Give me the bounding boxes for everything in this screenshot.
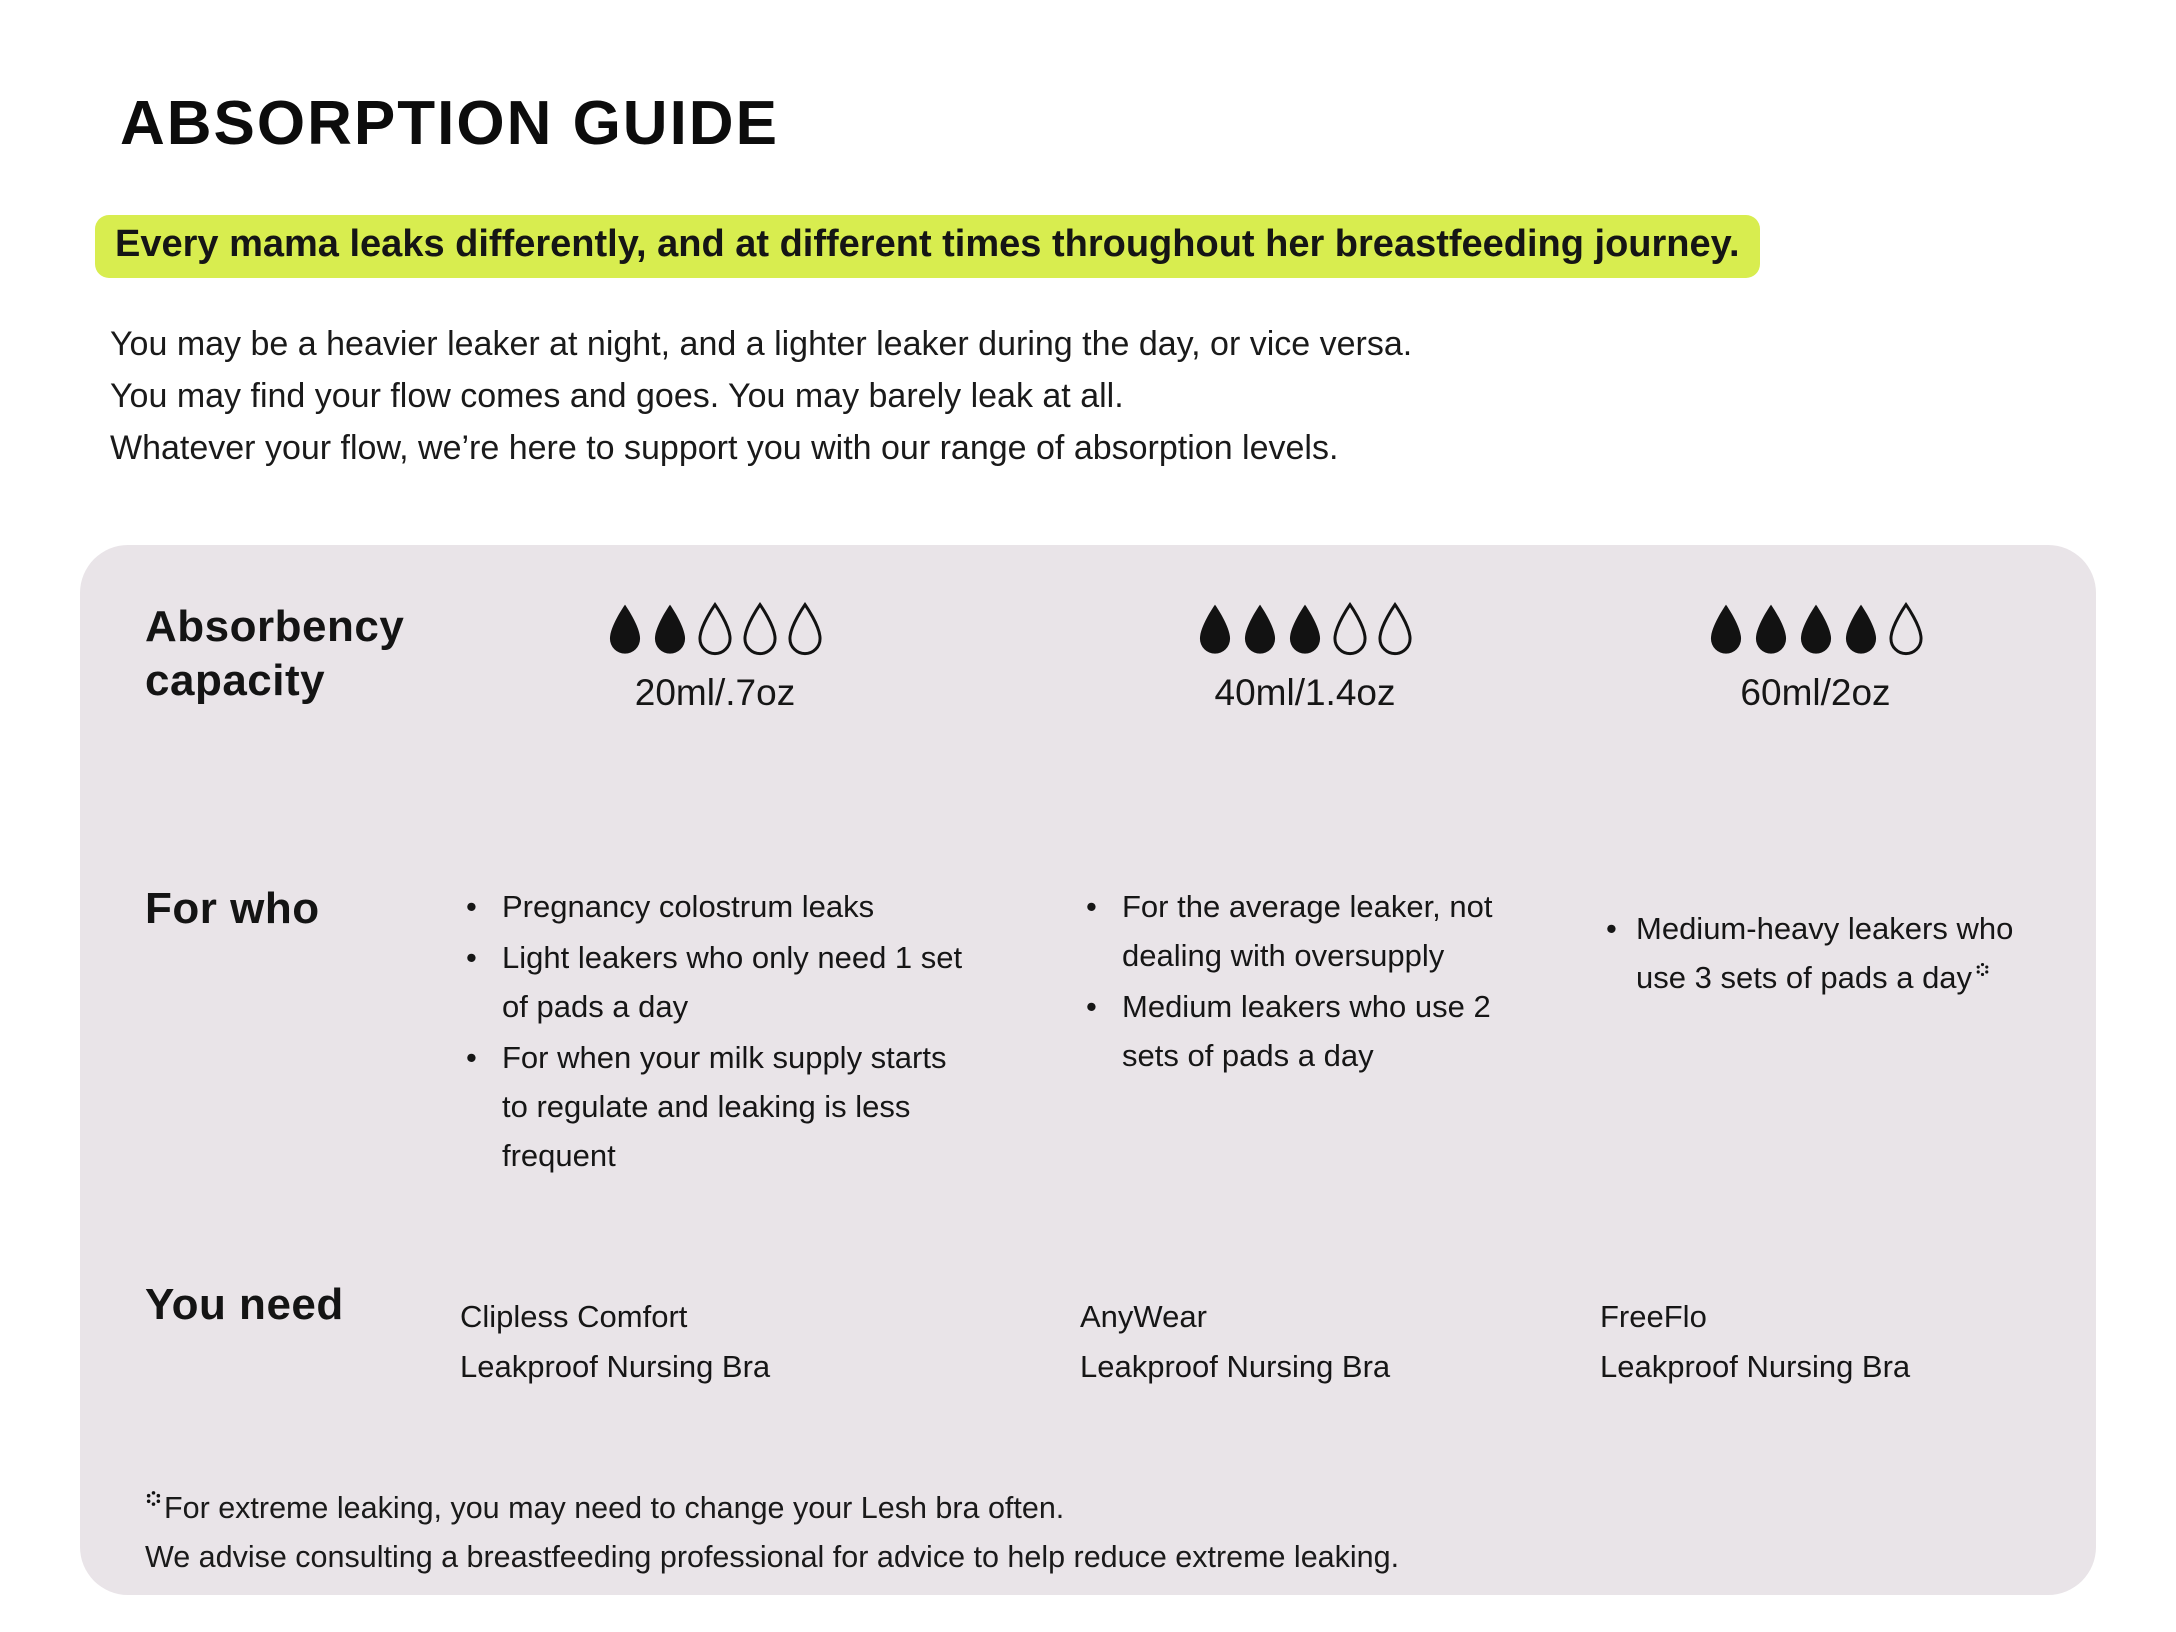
capacity-value: 40ml/1.4oz — [1214, 672, 1396, 713]
for-who-cell-level2 — [1025, 882, 1530, 1082]
footnote — [145, 1484, 2031, 1582]
droplet-filled-icon — [1705, 602, 1747, 658]
droplet-outline-icon — [1885, 602, 1927, 658]
capacity-value: 20ml/.7oz — [634, 672, 796, 713]
droplet-rating-icon — [1194, 600, 1416, 658]
for-who-row — [145, 882, 2031, 1182]
you-need-label: You need — [145, 1280, 344, 1329]
list-item: • Pregnancy colostrum leaks — [460, 882, 970, 931]
droplet-outline-icon — [739, 602, 781, 658]
droplet-outline-icon — [694, 602, 736, 658]
absorbency-cell-level3 — [1530, 600, 2031, 714]
you-need-row — [145, 1278, 2031, 1392]
intro-highlight: Every mama leaks differently, and at different times throughout her breastfeeding journey. — [95, 215, 1760, 278]
droplet-rating-icon — [604, 600, 826, 658]
intro-highlight-row — [95, 215, 2086, 278]
droplet-filled-icon — [649, 602, 691, 658]
you-need-cell-level2 — [1025, 1278, 1530, 1392]
product-title: Clipless Comfort — [460, 1299, 688, 1334]
product-name — [1080, 1278, 1530, 1392]
absorbency-cell-level2 — [1025, 600, 1530, 714]
footnote-line-2: We advise consulting a breastfeeding professional for advice to help reduce extreme leaking. — [145, 1540, 1400, 1574]
for-who-cell-level3 — [1530, 882, 2031, 1004]
product-subtitle: Leakproof Nursing Bra — [1080, 1349, 1391, 1384]
you-need-cell-level1 — [460, 1278, 1025, 1392]
intro-paragraph — [110, 318, 2086, 474]
product-title: FreeFlo — [1600, 1299, 1707, 1334]
droplet-filled-icon — [1840, 602, 1882, 658]
product-title: AnyWear — [1080, 1299, 1207, 1334]
absorbency-capacity-row — [145, 600, 2031, 714]
footnote-asterisk-icon — [145, 1490, 162, 1507]
footnote-asterisk-icon — [1975, 962, 1990, 977]
page-title: ABSORPTION GUIDE — [120, 89, 779, 158]
list-item: • For the average leaker, not dealing with oversupply — [1080, 882, 1530, 980]
product-name — [460, 1278, 970, 1392]
droplet-outline-icon — [1374, 602, 1416, 658]
product-subtitle: Leakproof Nursing Bra — [1600, 1349, 1911, 1384]
absorbency-cell-level1 — [460, 600, 1025, 714]
footnote-line-1: For extreme leaking, you may need to change your Lesh bra often. — [145, 1484, 2031, 1533]
list-item: • Medium leakers who use 2 sets of pads a day — [1080, 982, 1530, 1080]
droplet-filled-icon — [1795, 602, 1837, 658]
intro-line-2: You may find your flow comes and goes. You may barely leak at all. — [110, 377, 1124, 415]
intro-line-3: Whatever your flow, we’re here to support you with our range of absorption levels. — [110, 429, 1339, 467]
for-who-list — [1600, 904, 2031, 1002]
product-name — [1600, 1278, 2031, 1392]
list-item: • Medium-heavy leakers who use 3 sets of pads a day — [1600, 904, 2031, 1002]
intro-line-1: You may be a heavier leaker at night, and a lighter leaker during the day, or vice versa. — [110, 325, 1413, 363]
for-who-cell-level1 — [460, 882, 1025, 1182]
for-who-label: For who — [145, 884, 320, 933]
droplet-filled-icon — [1284, 602, 1326, 658]
absorbency-capacity-label: Absorbency capacity — [145, 602, 405, 705]
droplet-filled-icon — [604, 602, 646, 658]
droplet-filled-icon — [1750, 602, 1792, 658]
list-item: • For when your milk supply starts to regulate and leaking is less frequent — [460, 1033, 970, 1180]
for-who-list — [460, 882, 970, 1180]
droplet-filled-icon — [1194, 602, 1236, 658]
droplet-filled-icon — [1239, 602, 1281, 658]
for-who-list — [1080, 882, 1530, 1080]
capacity-value: 60ml/2oz — [1740, 672, 1891, 713]
droplet-outline-icon — [1329, 602, 1371, 658]
list-item: • Light leakers who only need 1 set of pads a day — [460, 933, 970, 1031]
droplet-rating-icon — [1705, 600, 1927, 658]
droplet-outline-icon — [784, 602, 826, 658]
you-need-cell-level3 — [1530, 1278, 2031, 1392]
product-subtitle: Leakproof Nursing Bra — [460, 1349, 771, 1384]
absorption-table-panel — [80, 545, 2096, 1595]
